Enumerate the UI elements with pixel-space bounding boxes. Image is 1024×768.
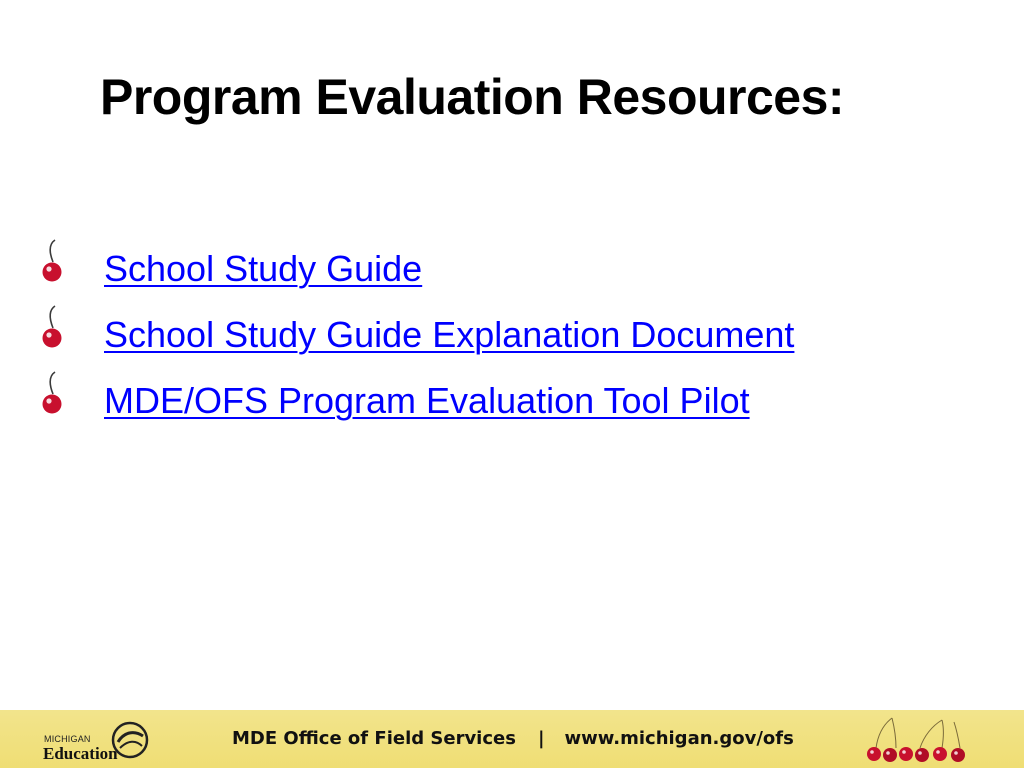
footer-url: www.michigan.gov/ofs xyxy=(564,728,794,749)
logo-main-text: Education xyxy=(43,744,118,763)
slide-title: Program Evaluation Resources: xyxy=(100,69,845,125)
office-name: MDE Office of Field Services xyxy=(232,728,516,749)
cherry-bullet-icon xyxy=(38,370,72,418)
list-item xyxy=(38,304,794,370)
list-item xyxy=(38,238,794,304)
cherry-bullet-icon xyxy=(38,238,72,286)
footer-caption xyxy=(232,710,794,768)
cherries-decoration-icon xyxy=(862,714,974,766)
resource-list xyxy=(38,238,794,436)
cherry-bullet-icon xyxy=(38,304,72,352)
michigan-education-logo xyxy=(40,714,150,766)
logo-top-text: MICHIGAN xyxy=(44,734,91,744)
link-program-evaluation-tool[interactable]: MDE/OFS Program Evaluation Tool Pilot xyxy=(104,380,750,421)
list-item xyxy=(38,370,794,436)
footer-separator: | xyxy=(537,728,545,749)
seal-icon xyxy=(110,720,150,760)
footer-bar xyxy=(0,710,1024,768)
link-study-guide-explanation[interactable]: School Study Guide Explanation Document xyxy=(104,314,795,355)
link-school-study-guide[interactable]: School Study Guide xyxy=(104,248,423,289)
